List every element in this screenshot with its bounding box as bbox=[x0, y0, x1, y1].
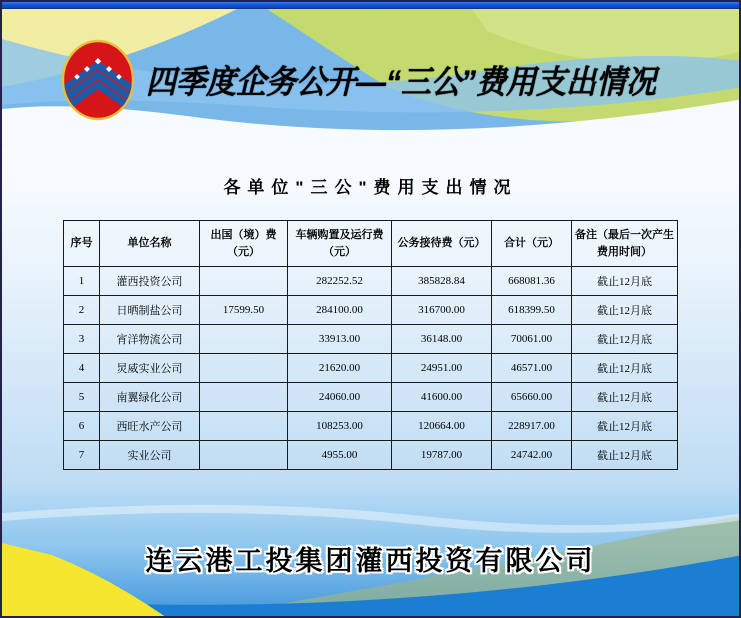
table-cell: 282252.52 bbox=[288, 267, 392, 296]
table-cell bbox=[200, 383, 288, 412]
table-row bbox=[64, 383, 678, 412]
footer-banner bbox=[2, 487, 739, 618]
table-cell: 4955.00 bbox=[288, 441, 392, 470]
table-row bbox=[64, 412, 678, 441]
col-header-index: 序号 bbox=[64, 221, 100, 267]
table-cell: 灌西投资公司 bbox=[100, 267, 200, 296]
table-cell: 1 bbox=[64, 267, 100, 296]
table-cell: 实业公司 bbox=[100, 441, 200, 470]
table-cell: 316700.00 bbox=[392, 296, 492, 325]
col-header-reception-fee: 公务接待费（元） bbox=[392, 221, 492, 267]
table-cell: 33913.00 bbox=[288, 325, 392, 354]
table-cell: 6 bbox=[64, 412, 100, 441]
table-cell: 5 bbox=[64, 383, 100, 412]
table-cell: 西旺水产公司 bbox=[100, 412, 200, 441]
table-cell: 炅威实业公司 bbox=[100, 354, 200, 383]
table-cell: 3 bbox=[64, 325, 100, 354]
table-cell: 21620.00 bbox=[288, 354, 392, 383]
table-cell: 228917.00 bbox=[492, 412, 572, 441]
table-cell: 日晒制盐公司 bbox=[100, 296, 200, 325]
table-cell: 618399.50 bbox=[492, 296, 572, 325]
table-cell: 41600.00 bbox=[392, 383, 492, 412]
company-name: 连云港工投集团灌西投资有限公司 bbox=[145, 546, 596, 576]
table-cell: 120664.00 bbox=[392, 412, 492, 441]
col-header-abroad-fee: 出国（境）费（元） bbox=[200, 221, 288, 267]
table-cell: 19787.00 bbox=[392, 441, 492, 470]
table-row bbox=[64, 267, 678, 296]
table-cell: 17599.50 bbox=[200, 296, 288, 325]
table-cell: 24060.00 bbox=[288, 383, 392, 412]
table-cell: 65660.00 bbox=[492, 383, 572, 412]
col-header-vehicle-fee: 车辆购置及运行费（元） bbox=[288, 221, 392, 267]
col-header-remark: 备注（最后一次产生费用时间） bbox=[572, 221, 678, 267]
col-header-total: 合计（元） bbox=[492, 221, 572, 267]
table-cell: 宵洋物流公司 bbox=[100, 325, 200, 354]
table-row bbox=[64, 441, 678, 470]
table-cell: 36148.00 bbox=[392, 325, 492, 354]
table-cell: 截止12月底 bbox=[572, 354, 678, 383]
company-logo bbox=[60, 38, 136, 122]
table-cell: 截止12月底 bbox=[572, 441, 678, 470]
page-title: 四季度企务公开—“三公”费用支出情况 bbox=[146, 64, 656, 101]
table-cell: 284100.00 bbox=[288, 296, 392, 325]
top-blue-bar bbox=[2, 2, 739, 9]
table-cell bbox=[200, 441, 288, 470]
table-cell: 385828.84 bbox=[392, 267, 492, 296]
table-cell: 南翼绿化公司 bbox=[100, 383, 200, 412]
table-cell: 截止12月底 bbox=[572, 267, 678, 296]
table-row bbox=[64, 354, 678, 383]
table-cell bbox=[200, 325, 288, 354]
table-cell: 截止12月底 bbox=[572, 412, 678, 441]
main-content bbox=[2, 149, 739, 487]
table-row bbox=[64, 325, 678, 354]
table-header-row bbox=[64, 221, 678, 267]
header-banner bbox=[2, 9, 739, 149]
table-cell bbox=[200, 412, 288, 441]
table-cell: 24742.00 bbox=[492, 441, 572, 470]
table-cell: 4 bbox=[64, 354, 100, 383]
table-subtitle: 各单位"三公"费用支出情况 bbox=[223, 178, 518, 197]
table-cell: 7 bbox=[64, 441, 100, 470]
table-cell: 截止12月底 bbox=[572, 325, 678, 354]
table-cell bbox=[200, 354, 288, 383]
table-cell: 108253.00 bbox=[288, 412, 392, 441]
table-cell bbox=[200, 267, 288, 296]
table-body bbox=[64, 267, 678, 470]
expense-table bbox=[63, 220, 678, 470]
table-cell: 2 bbox=[64, 296, 100, 325]
table-cell: 截止12月底 bbox=[572, 383, 678, 412]
table-row bbox=[64, 296, 678, 325]
table-cell: 70061.00 bbox=[492, 325, 572, 354]
table-cell: 46571.00 bbox=[492, 354, 572, 383]
table-cell: 24951.00 bbox=[392, 354, 492, 383]
table-cell: 668081.36 bbox=[492, 267, 572, 296]
col-header-unit-name: 单位名称 bbox=[100, 221, 200, 267]
table-cell: 截止12月底 bbox=[572, 296, 678, 325]
